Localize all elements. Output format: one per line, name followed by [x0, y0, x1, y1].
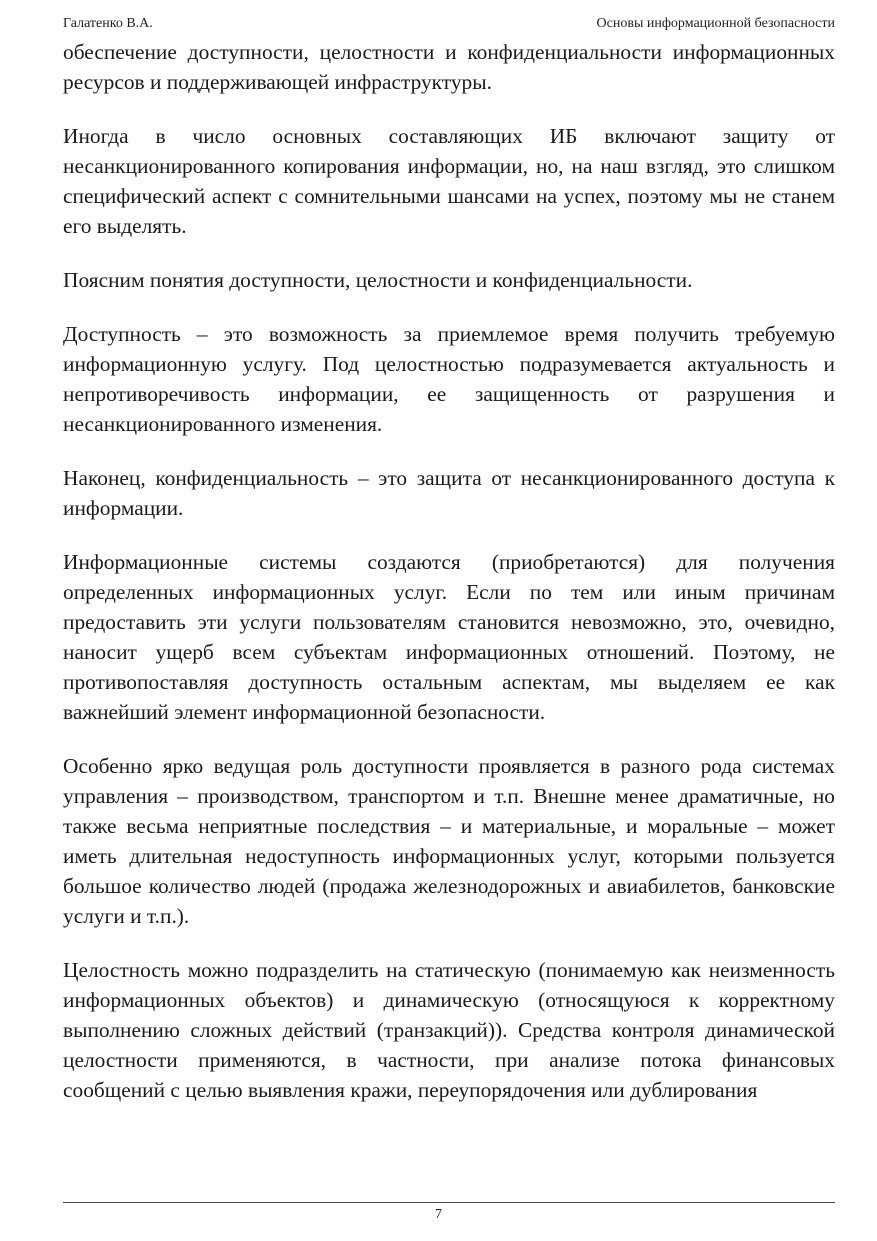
footer-divider	[63, 1202, 835, 1203]
paragraph: Целостность можно подразделить на статическую (понимаемую как неизменность информационных объектов) и динамическую (относящуюся к корректному выполнению сложных действий (транзакций)). Средства контроля динамической целостности применяются, в частности, при анализе потока финансовых сообщений с целью выявления кражи, переупорядочения или дублирования	[63, 958, 835, 1102]
page-header	[63, 14, 835, 34]
paragraph: Информационные системы создаются (приобретаются) для получения определенных информационных услуг. Если по тем или иным причинам предоставить эти услуги пользователям становится невозможно, это, очевидно, наносит ущерб всем субъектам информационных отношений. Поэтому, не противопоставляя доступность остальным аспектам, мы выделяем ее как важнейший элемент информационной безопасности.	[63, 550, 835, 724]
header-book-title: Основы информационной безопасности	[596, 16, 835, 31]
paragraph: Доступность – это возможность за приемлемое время получить требуемую информационную услугу. Под целостностью подразумевается актуальность и непротиворечивость информации, ее защищенность от разрушения и несанкционированного изменения.	[63, 322, 835, 436]
page-body	[63, 37, 835, 1105]
paragraph: обеспечение доступности, целостности и конфиденциальности информационных ресурсов и поддерживающей инфраструктуры.	[63, 40, 835, 94]
header-author: Галатенко В.А.	[63, 16, 153, 31]
paragraph: Особенно ярко ведущая роль доступности проявляется в разного рода системах управления – производством, транспортом и т.п. Внешне менее драматичные, но также весьма неприятные последствия – и материальные, и моральные – может иметь длительная недоступность информационных услуг, которыми пользуется большое количество людей (продажа железнодорожных и авиабилетов, банковские услуги и т.п.).	[63, 754, 835, 928]
paragraph: Иногда в число основных составляющих ИБ включают защиту от несанкционированного копирования информации, но, на наш взгляд, это слишком специфический аспект с сомнительными шансами на успех, поэтому мы не станем его выделять.	[63, 124, 835, 238]
paragraph: Наконец, конфиденциальность – это защита от несанкционированного доступа к информации.	[63, 466, 835, 520]
paragraph: Поясним понятия доступности, целостности и конфиденциальности.	[63, 268, 693, 292]
page-number: 7	[435, 1207, 442, 1222]
